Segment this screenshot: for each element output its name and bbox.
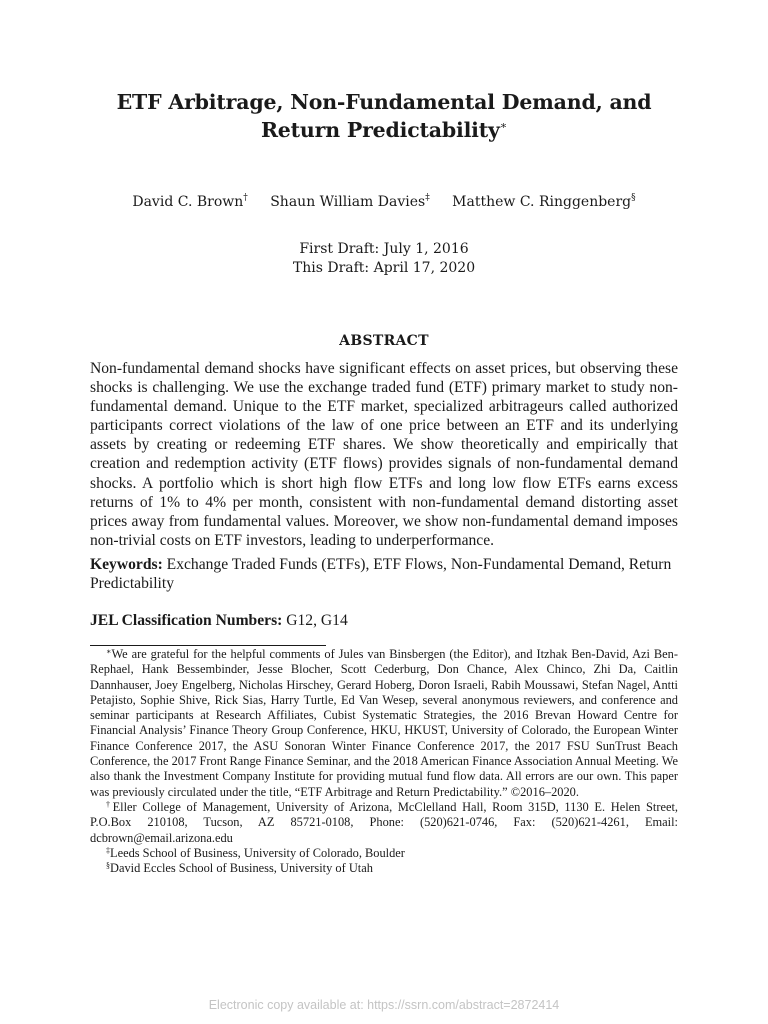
draft-dates: [60, 240, 708, 278]
author-footnote-mark: †: [243, 193, 248, 203]
footnote-text: We are grateful for the helpful comments of Jules van Binsbergen (the Editor), and Itzhak Ben-David, Azi Ben-Rephael, Hank Bessembinder, Jesse Blocher, Scott Cederburg, Don Chance, Alex Chinco, Zhi Da, Caitlin Dannhauser, Joey Engelberg, Nicholas Hirschey, Gerard Hoberg, Doron Israeli, Rabih Moussawi, Stefan Nagel, Antti Petajisto, Sophie Shive, Rick Sias, Harry Turtle, Ed Van Wesep, several anonymous reviewers, and conference and seminar participants at Research Affiliates, Cubist Systematic Strategies, the 2016 Brevan Howard Centre for Financial Analysis’ Finance Theory Group Conference, HKU, HKUST, University of Colorado, the European Winter Finance Conference 2017, the ASU Sonoran Winter Finance Conference 2017, the 2017 FSU SunTrust Beach Conference, the 2017 Front Range Finance Seminar, and the 2018 American Finance Association Annual Meeting. We also thank the Investment Company Institute for providing mutual fund flow data. All errors are our own. This paper was previously circulated under the title, “ETF Arbitrage and Return Predictability.” ©2016–2020.: [90, 647, 678, 799]
footnote-mark: ‡: [106, 845, 110, 855]
footnote-mark: §: [106, 861, 110, 871]
ssrn-watermark: Electronic copy available at: https://ssrn.com/abstract=2872414: [208, 998, 560, 1012]
footnote-divider: [90, 645, 326, 646]
abstract-text: Non-fundamental demand shocks have significant effects on asset prices, but observing these shocks is challenging. We use the exchange traded fund (ETF) primary market to study non-fundamental demand. Unique to the ETF market, specialized arbitrageurs called authorized participants correct violations of the law of one price between an ETF and its underlying assets by creating or redeeming ETF shares. We show theoretically and empirically that creation and redemption activity (ETF flows) provides signals of non-fundamental demand shocks. A portfolio which is short high flow ETFs and long low flow ETFs earns excess returns of 1% to 4% per month, consistent with non-fundamental demand distorting asset prices away from fundamental values. Moreover, we show non-fundamental demand imposes non-trivial costs on ETF investors, leading to underperformance.: [90, 360, 678, 549]
author-footnote-mark: ‡: [425, 193, 430, 203]
author-list: [60, 192, 708, 212]
this-draft-date: This Draft: April 17, 2020: [292, 260, 476, 276]
author-name: David C. Brown: [132, 194, 244, 210]
footnote-text: Eller College of Management, University of Arizona, McClelland Hall, Room 315D, 1130 E. Helen Street, P.O.Box 210108, Tucson, AZ 85721-0108, Phone: (520)621-0746, Fax: (520)621-4261, Email: dcbrown@email.arizona.edu: [90, 799, 679, 845]
title-footnote-mark: ∗: [499, 119, 508, 132]
paper-title: [60, 88, 708, 144]
first-draft-date: First Draft: July 1, 2016: [299, 241, 469, 257]
abstract-heading: ABSTRACT: [339, 333, 429, 349]
footnote-mark: ∗: [106, 647, 112, 656]
author-name: Matthew C. Ringgenberg: [452, 194, 632, 210]
author: [132, 192, 247, 212]
footnote-mark: †: [106, 799, 113, 809]
author: [270, 192, 430, 212]
footnote-text: David Eccles School of Business, University of Utah: [110, 861, 373, 876]
footnote-text: Leeds School of Business, University of Colorado, Boulder: [110, 845, 405, 860]
keywords-text: Exchange Traded Funds (ETFs), ETF Flows, Non-Fundamental Demand, Return Predictability: [90, 556, 672, 593]
footnotes: [90, 647, 678, 876]
keywords-label: Keywords:: [90, 556, 163, 573]
author-name: Shaun William Davies: [270, 194, 426, 210]
jel-label: JEL Classification Numbers:: [90, 612, 283, 629]
keywords: [90, 555, 678, 593]
paper-title-line-2: Return Predictability: [260, 118, 500, 142]
jel-codes: G12, G14: [286, 612, 348, 629]
footnote-author-brown: [90, 800, 678, 846]
author: [452, 192, 635, 212]
jel-classification: [90, 611, 678, 630]
footnote-author-ringgenberg: [90, 861, 678, 876]
paper-title-line-1: ETF Arbitrage, Non-Fundamental Demand, and: [116, 90, 652, 114]
footnote-author-davies: [90, 846, 678, 861]
footnote-acknowledgements: [90, 647, 678, 800]
author-footnote-mark: §: [631, 193, 636, 203]
